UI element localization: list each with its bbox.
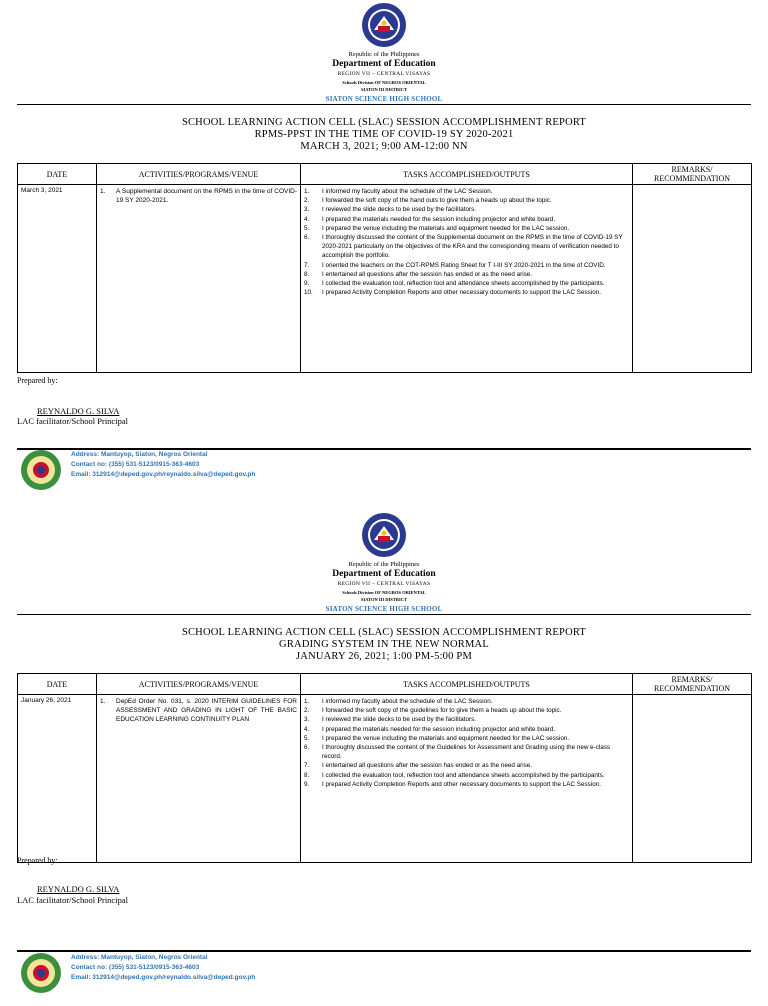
task-item: [304, 743, 629, 761]
footer-email: Email: 312914@deped.gov.ph/reynaldo.silva@deped.gov.ph: [71, 471, 256, 478]
task-number: 5.: [304, 734, 310, 742]
footer-email: Email: 312914@deped.gov.ph/reynaldo.silva@deped.gov.ph: [71, 974, 256, 981]
header-school: SIATON SCIENCE HIGH SCHOOL: [325, 605, 443, 613]
task-number: 4.: [304, 725, 310, 733]
header-division: Schools Division OF NEGROS ORIENTAL: [342, 80, 426, 85]
task-item: [304, 725, 629, 734]
report-page-2: [0, 510, 768, 1006]
tasks-cell: [301, 695, 633, 863]
task-item: [304, 771, 629, 780]
school-logo-icon: [20, 952, 62, 994]
table-header-row: [18, 164, 752, 185]
col-header-tasks: TASKS ACCOMPLISHED/OUTPUTS: [301, 164, 633, 185]
deped-seal-icon: [361, 512, 407, 558]
header-region: REGION VII – CENTRAL VISAYAS: [337, 581, 431, 587]
task-item: [304, 761, 629, 770]
table-row: [18, 695, 752, 863]
school-logo-icon: [20, 449, 62, 491]
header-divider: [17, 614, 751, 615]
task-text: I collected the evaluation tool, reflection tool and attendance sheets accomplished by the participants.: [322, 771, 605, 779]
task-text: I thoroughly discussed the content of the Supplemental document on the RPMS in the time of COVID-19 SY 2020-2021 particularly on the objectives of the KRA and the corresponding means of verification needed to accomplish the portfolio.: [322, 234, 623, 260]
col-header-activities: ACTIVITIES/PROGRAMS/VENUE: [97, 164, 301, 185]
header-division: Schools Division OF NEGROS ORIENTAL: [342, 590, 426, 595]
task-item: [304, 780, 629, 789]
footer-address: Address: Mantuyop, Siaton, Negros Oriental: [71, 451, 208, 458]
task-text: I forwarded the soft copy of the guidelines for to give them a heads up about the topic.: [322, 707, 562, 715]
task-text: I prepared the materials needed for the session including projector and white board.: [322, 215, 556, 223]
table-header-row: [18, 674, 752, 695]
task-number: 1.: [304, 698, 310, 705]
task-text: I prepared the materials needed for the session including projector and white board.: [322, 725, 556, 733]
footer-contact: [71, 450, 255, 480]
report-schedule: MARCH 3, 2021; 9:00 AM-12:00 NN: [300, 141, 468, 152]
remarks-cell: [633, 695, 752, 863]
signatory-name: REYNALDO G. SILVA: [37, 406, 120, 416]
col-header-tasks: TASKS ACCOMPLISHED/OUTPUTS: [301, 674, 633, 695]
activity-number: 1.: [100, 188, 106, 195]
task-item: [304, 715, 629, 724]
task-text: I prepared the venue including the materials and equipment needed for the LAC session.: [322, 224, 570, 232]
activity-text: A Supplemental document on the RPMS in the time of COVID-19 SY 2020-2021.: [116, 188, 297, 205]
task-number: 8.: [304, 771, 310, 779]
accomplishment-table: [17, 673, 752, 863]
task-item: [304, 187, 629, 196]
task-item: [304, 279, 629, 288]
task-item: [304, 288, 629, 297]
col-header-activities: ACTIVITIES/PROGRAMS/VENUE: [97, 674, 301, 695]
footer-divider: [17, 950, 751, 952]
task-number: 1.: [304, 188, 310, 195]
prepared-by-label: Prepared by:: [17, 856, 58, 865]
header-region: REGION VII – CENTRAL VISAYAS: [337, 71, 431, 77]
activity-cell: [97, 695, 301, 863]
task-number: 3.: [304, 206, 310, 214]
signatory-name: REYNALDO G. SILVA: [37, 884, 120, 894]
header-department: Department of Education: [332, 59, 436, 69]
task-item: [304, 233, 629, 261]
task-list: [304, 697, 629, 789]
task-text: I informed my faculty about the schedule of the LAC Session.: [322, 188, 493, 195]
task-number: 5.: [304, 224, 310, 232]
activity-text: DepEd Order No. 031, s. 2020 INTERIM GUIDELINES FOR ASSESSMENT AND GRADING IN LIGHT OF THE BASIC EDUCATION LEARNING CONTINUITY PLAN: [116, 698, 297, 724]
task-number: 3.: [304, 716, 310, 724]
signatory-role: LAC facilitator/School Principal: [17, 895, 128, 905]
task-item: [304, 270, 629, 279]
col-header-remarks: REMARKS/ RECOMMENDATION: [633, 164, 752, 185]
task-text: I forwarded the soft copy of the hand outs to give them a heads up about the topic.: [322, 197, 552, 205]
task-text: I entertained all questions after the session has ended or as the need arise.: [322, 270, 533, 278]
col-header-date: DATE: [18, 674, 97, 695]
task-text: I entertained all questions after the session has ended or as the need arise.: [322, 762, 533, 770]
date-cell: January 26, 2021: [18, 695, 97, 863]
report-schedule: JANUARY 26, 2021; 1:00 PM-5:00 PM: [296, 651, 472, 662]
task-item: [304, 261, 629, 270]
task-number: 4.: [304, 215, 310, 223]
activity-number: 1.: [100, 698, 106, 705]
col-header-remarks: REMARKS/ RECOMMENDATION: [633, 674, 752, 695]
task-text: I prepared Activity Completion Reports and other necessary documents to support the LAC Session.: [322, 289, 601, 297]
task-number: 2.: [304, 197, 310, 205]
report-title: SCHOOL LEARNING ACTION CELL (SLAC) SESSION ACCOMPLISHMENT REPORT: [181, 117, 587, 128]
task-list: [304, 187, 629, 297]
footer-address: Address: Mantuyop, Siaton, Negros Oriental: [71, 954, 208, 961]
task-text: I reviewed the slide decks to be used by the facilitators.: [322, 716, 477, 724]
header-divider: [17, 104, 751, 105]
signatory-role: LAC facilitator/School Principal: [17, 416, 128, 426]
task-number: 6.: [304, 744, 310, 752]
task-text: I prepared the venue including the materials and equipment needed for the LAC session.: [322, 734, 570, 742]
task-number: 6.: [304, 234, 310, 242]
header-republic: Republic of the Philippines: [348, 51, 420, 58]
task-item: [304, 196, 629, 205]
col-header-date: DATE: [18, 164, 97, 185]
task-text: I thoroughly discussed the content of the Guidelines for Assessment and Grading using the new e-class record.: [322, 744, 611, 761]
task-number: 9.: [304, 780, 310, 788]
report-subtitle: RPMS-PPST IN THE TIME OF COVID-19 SY 2020-2021: [254, 129, 514, 140]
date-cell: March 3, 2021: [18, 185, 97, 373]
footer-phone: Contact no: (355) 531-5123/0915-363-4603: [71, 461, 200, 468]
deped-seal-icon: [361, 2, 407, 48]
footer-contact: [71, 953, 255, 983]
task-text: I informed my faculty about the schedule of the LAC Session.: [322, 698, 493, 705]
report-subtitle: GRADING SYSTEM IN THE NEW NORMAL: [279, 639, 489, 650]
task-number: 7.: [304, 261, 310, 269]
prepared-by-label: Prepared by:: [17, 376, 58, 385]
task-number: 8.: [304, 270, 310, 278]
task-item: [304, 215, 629, 224]
task-text: I collected the evaluation tool, reflection tool and attendance sheets accomplished by the participants.: [322, 280, 605, 288]
header-district: SIATON III DISTRICT: [360, 597, 408, 602]
report-title: SCHOOL LEARNING ACTION CELL (SLAC) SESSION ACCOMPLISHMENT REPORT: [181, 627, 587, 638]
footer-phone: Contact no: (355) 531-5123/0915-363-4603: [71, 964, 200, 971]
task-number: 2.: [304, 707, 310, 715]
task-item: [304, 224, 629, 233]
task-item: [304, 706, 629, 715]
tasks-cell: [301, 185, 633, 373]
task-text: I oriented the teachers on the COT-RPMS Rating Sheet for T I-III SY 2020-2021 in the time of COVID.: [322, 261, 606, 269]
task-number: 7.: [304, 762, 310, 770]
remarks-cell: [633, 185, 752, 373]
task-item: [304, 205, 629, 214]
accomplishment-table: [17, 163, 752, 373]
task-number: 9.: [304, 280, 310, 288]
header-school: SIATON SCIENCE HIGH SCHOOL: [325, 95, 443, 103]
task-number: 10.: [304, 289, 313, 297]
task-item: [304, 734, 629, 743]
task-text: I reviewed the slide decks to be used by the facilitators.: [322, 206, 477, 214]
task-text: I prepared Activity Completion Reports and other necessary documents to support the LAC Session.: [322, 780, 601, 788]
task-item: [304, 697, 629, 706]
header-district: SIATON III DISTRICT: [360, 87, 408, 92]
table-row: [18, 185, 752, 373]
activity-cell: [97, 185, 301, 373]
header-republic: Republic of the Philippines: [348, 561, 420, 568]
header-department: Department of Education: [332, 569, 436, 579]
